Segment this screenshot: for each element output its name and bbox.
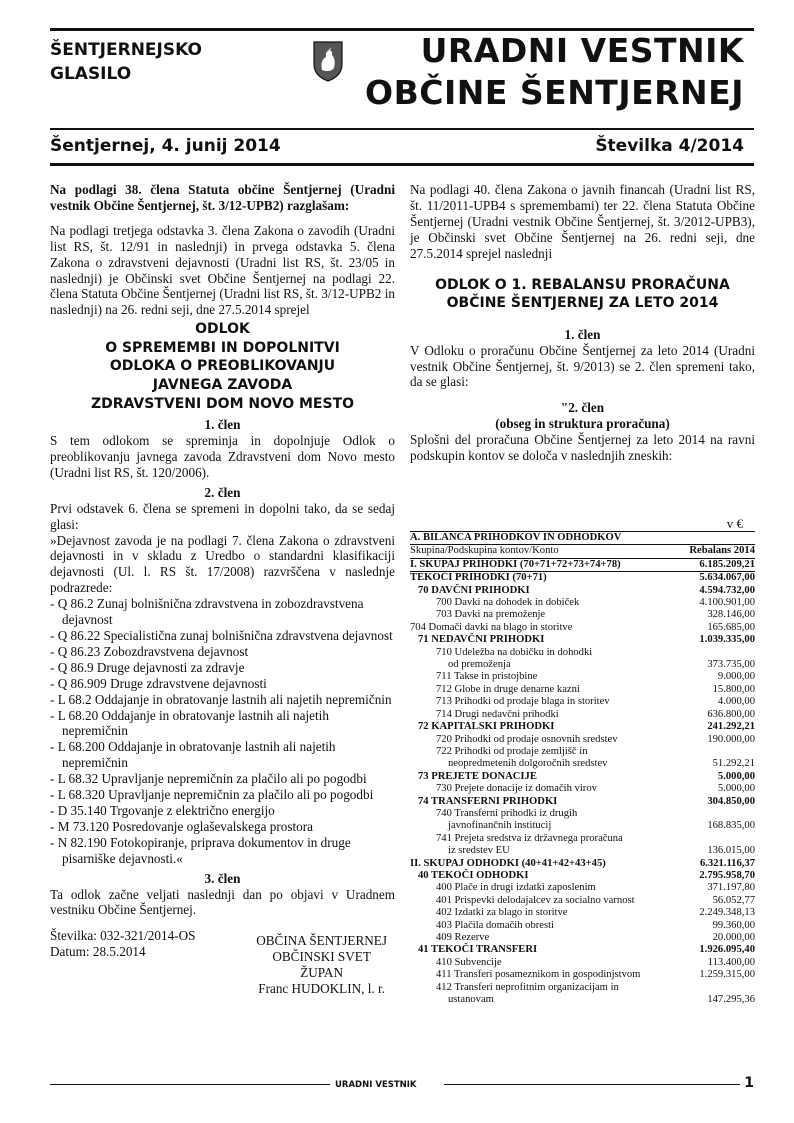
row-label: 722 Prihodki od prodaje zemljišč in <box>436 745 588 757</box>
budget-ordinance-title: ODLOK O 1. REBALANSU PRORAČUNA OBČINE ŠENTJERNEJ ZA LETO 2014 <box>435 276 730 312</box>
right-column <box>410 182 755 464</box>
row-label: 730 Prejete donacije iz domačih virov <box>436 783 597 795</box>
row-label: 411 Transferi posameznikom in gospodinjstvom <box>436 969 641 981</box>
table-row <box>410 771 755 783</box>
article-1-text: S tem odlokom se spreminja in dopolnjuje Odlok o preoblikovanju javnega zavoda Zdravstveni dom Novo mesto (Uradni list RS, št. 120/2006). <box>50 433 395 480</box>
table-row <box>410 647 755 659</box>
list-item: - L 68.200 Oddajanje in obratovanje lastnih ali najetih nepremičnin <box>50 739 336 771</box>
row-label: 740 Transferni prihodki iz drugih <box>436 807 578 819</box>
table-row <box>410 858 755 870</box>
row-value: 136.015,00 <box>707 845 755 857</box>
row-value: 371.197,80 <box>707 882 755 894</box>
table-row <box>410 895 755 907</box>
row-value: 2.795.958,70 <box>699 869 755 881</box>
row-value: 15.800,00 <box>712 683 755 695</box>
row-value: 4.000,00 <box>717 696 755 708</box>
table-body <box>410 559 755 1007</box>
list-item: - M 73.120 Posredovanje oglaševalskega prostora <box>50 818 313 834</box>
currency-label: v € <box>726 516 743 531</box>
row-value: 373.735,00 <box>707 659 755 671</box>
article-2-text: Splošni del proračuna Občine Šentjernej za leto 2014 na ravni podskupin kontov se določa v naslednjih zneskih: <box>410 432 755 464</box>
row-label: 400 Plače in drugi izdatki zaposlenim <box>436 882 596 894</box>
footer-rule <box>444 1084 740 1085</box>
legal-basis-text: Na podlagi 40. člena Zakona o javnih financah (Uradni list RS, št. 11/2011-UPB4 s spremembami) ter 22. člena Statuta Občine Šentjernej (Uradni vestnik Občine Šentjernej, št. 3/2012-UPB3), je Občinski svet Občine Šentjernej na 26. redni seji, dne 27.5.2014 sprejel naslednji <box>410 182 755 261</box>
row-value: 6.185.209,21 <box>699 558 755 570</box>
row-label: 409 Rezerve <box>436 932 490 943</box>
table-row <box>410 882 755 894</box>
row-label: 403 Plačila domačih obresti <box>436 919 554 931</box>
row-value: 5.000,00 <box>717 770 755 782</box>
gazette-subtitle: ŠENTJERNEJSKO GLASILO <box>50 40 202 84</box>
row-label: od premoženja <box>448 659 511 671</box>
article-2-heading: "2. člen <box>560 400 605 416</box>
issue-date: Šentjernej, 4. junij 2014 <box>50 136 281 156</box>
article-3-heading: 3. člen <box>204 870 241 886</box>
row-value: 1.926.095,40 <box>699 944 755 956</box>
gazette-title: URADNI VESTNIK OBČINE ŠENTJERNEJ <box>365 31 744 112</box>
table-row <box>410 870 755 882</box>
coat-of-arms-icon <box>312 40 344 82</box>
row-value: 304.850,00 <box>707 795 755 807</box>
row-label: iz sredstev EU <box>448 845 510 857</box>
row-label: 712 Globe in druge denarne kazni <box>436 683 580 695</box>
footer-label: URADNI VESTNIK <box>335 1080 417 1090</box>
row-label: 72 KAPITALSKI PRIHODKI <box>418 721 555 733</box>
row-value: 1.039.335,00 <box>699 634 755 646</box>
article-3-text: Ta odlok začne veljati naslednji dan po objavi v Uradnem vestniku Občine Šentjernej. <box>50 886 395 918</box>
promulgation-text: Na podlagi 38. člena Statuta občine Šentjernej (Uradni vestnik Občine Šentjernej, št. 3/12-UPB2) razglašam: <box>50 182 395 213</box>
row-label: 741 Prejeta sredstva iz državnega proračuna <box>436 832 623 844</box>
row-label: 41 TEKOČI TRANSFERI <box>418 944 538 956</box>
table-row <box>410 684 755 696</box>
row-value: 241.292,21 <box>707 721 755 733</box>
row-label: 74 TRANSFERNI PRIHODKI <box>418 795 558 807</box>
row-value: 4.100.901,00 <box>699 597 755 609</box>
list-item: - Q 86.909 Druge zdravstvene dejavnosti <box>50 675 267 691</box>
row-value: 56.052,77 <box>712 894 755 906</box>
table-row <box>410 907 755 919</box>
list-item: - L 68.320 Upravljanje nepremičnin za plačilo ali po pogodbi <box>50 787 374 803</box>
table-row <box>410 671 755 683</box>
column-header: Rebalans 2014 <box>689 545 755 557</box>
table-row <box>410 820 755 832</box>
row-label: 73 PREJETE DONACIJE <box>418 770 537 782</box>
row-value: 2.249.348,13 <box>699 907 755 919</box>
list-item: - N 82.190 Fotokopiranje, priprava dokumentov in druge pisarniške dejavnosti.« <box>50 834 351 866</box>
article-2-text: Prvi odstavek 6. člena se spremeni in dopolni tako, da se sedaj glasi: <box>50 500 395 532</box>
legal-basis-text: Na podlagi tretjega odstavka 3. člena Zakona o zavodih (Uradni list RS, št. 12/91 in naslednji) in prvega odstavka 5. člena Zakona o zdravstveni dejavnosti (Uradni list RS, št. 23/05 in naslednji) je Občinski svet Občine Šentjernej na podlagi 22. člena Statuta Občine Šentjernej (Uradni list RS, št. 3/12-UPB2 in naslednji) na 26. redni seji, dne 27.5.2014 sprejel <box>50 222 395 318</box>
row-label: I. SKUPAJ PRIHODKI (70+71+72+73+74+78) <box>410 558 621 570</box>
table-row <box>410 957 755 969</box>
row-value: 5.000,00 <box>717 783 755 795</box>
row-value: 5.634.067,00 <box>699 572 755 584</box>
row-value: 51.292,21 <box>712 758 755 770</box>
list-item: - Q 86.23 Zobozdravstvena dejavnost <box>50 643 249 659</box>
table-row <box>410 982 755 994</box>
table-row <box>410 709 755 721</box>
row-label: 714 Drugi nedavčni prihodki <box>436 708 559 720</box>
table-row <box>410 609 755 621</box>
row-value: 6.321.116,37 <box>699 857 755 869</box>
table-row <box>410 659 755 671</box>
row-label: 410 Subvencije <box>436 956 502 968</box>
row-label: 703 Davki na premoženje <box>436 609 546 621</box>
row-value: 1.259.315,00 <box>699 969 755 981</box>
footer-rule <box>50 1084 330 1085</box>
table-row <box>410 597 755 609</box>
row-label: 700 Davki na dohodek in dobiček <box>436 597 580 609</box>
row-label: 720 Prihodki od prodaje osnovnih sredstev <box>436 733 618 745</box>
row-label: 70 DAVČNI PRIHODKI <box>418 584 530 596</box>
activity-list <box>50 596 395 866</box>
row-label: 713 Prihodki od prodaje blaga in storitev <box>436 696 610 708</box>
row-label: 71 NEDAVČNI PRIHODKI <box>418 634 545 646</box>
page-number: 1 <box>744 1075 754 1091</box>
row-value: 636.800,00 <box>707 708 755 720</box>
signatory: OBČINA ŠENTJERNEJ OBČINSKI SVET ŽUPAN Franc HUDOKLIN, l. r. <box>256 933 387 997</box>
row-label: 401 Prispevki delodajalcev za socialno varnost <box>436 894 635 906</box>
table-row <box>410 746 755 758</box>
article-2-subtitle: (obseg in struktura proračuna) <box>495 416 670 432</box>
table-row <box>410 969 755 981</box>
table-row <box>410 734 755 746</box>
row-value: 147.295,36 <box>707 994 755 1006</box>
table-row <box>410 559 755 572</box>
budget-table <box>410 517 755 1006</box>
table-header <box>410 531 755 559</box>
row-label: javnofinančnih institucij <box>448 820 552 832</box>
article-1-heading: 1. člen <box>564 326 601 342</box>
row-value: 113.400,00 <box>707 956 755 968</box>
article-1-heading: 1. člen <box>204 417 241 433</box>
table-row <box>410 696 755 708</box>
list-item: - Q 86.9 Druge dejavnosti za zdravje <box>50 659 245 675</box>
row-label: 710 Udeležba na dobičku in dohodki <box>436 646 593 658</box>
header-rule <box>50 128 754 130</box>
column-header: Skupina/Podskupina kontov/Konto <box>410 545 559 557</box>
row-label: 704 Domači davki na blago in storitve <box>410 621 573 633</box>
table-row <box>410 634 755 646</box>
table-row <box>410 994 755 1006</box>
table-row <box>410 758 755 770</box>
table-row <box>410 833 755 845</box>
row-label: 412 Transferi neprofitnim organizacijam in <box>436 981 619 993</box>
row-value: 328.146,00 <box>707 609 755 621</box>
table-row <box>410 808 755 820</box>
ordinance-title: ODLOK O SPREMEMBI IN DOPOLNITVI ODLOKA O PREOBLIKOVANJU JAVNEGA ZAVODA ZDRAVSTVENI DOM NOVO MESTO <box>90 321 355 412</box>
row-label: 40 TEKOČI ODHODKI <box>418 869 529 881</box>
row-value: 9.000,00 <box>717 671 755 683</box>
table-row <box>410 796 755 808</box>
row-value: 165.685,00 <box>707 621 755 633</box>
table-row <box>410 845 755 857</box>
signature-block <box>50 928 395 997</box>
row-label: 402 Izdatki za blago in storitve <box>436 907 568 919</box>
table-row <box>410 932 755 944</box>
row-value: 20.000,00 <box>712 932 755 943</box>
issue-number: Številka 4/2014 <box>595 136 744 156</box>
list-item: - L 68.20 Oddajanje in obratovanje lastnih ali najetih nepremičnin <box>50 707 329 739</box>
row-value: 168.835,00 <box>707 820 755 832</box>
table-row <box>410 572 755 584</box>
table-row <box>410 944 755 956</box>
table-row <box>410 585 755 597</box>
list-item: - L 68.2 Oddajanje in obratovanje lastnih ali najetih nepremičnin <box>50 691 392 707</box>
row-label: II. SKUPAJ ODHODKI (40+41+42+43+45) <box>410 857 606 869</box>
row-label: neopredmetenih dolgoročnih sredstev <box>448 758 608 770</box>
table-title: A. BILANCA PRIHODKOV IN ODHODKOV <box>410 532 622 543</box>
article-2-quote: »Dejavnost zavoda je na podlagi 7. člena Zakona o zdravstveni dejavnosti in v skladu z Uredbo o standardni klasifikaciji dejavnosti (Ul. l. RS št. 17/2008) razvrščena v naslednje podrazrede: <box>50 532 395 596</box>
row-value: 99.360,00 <box>712 919 755 931</box>
table-row <box>410 783 755 795</box>
table-row <box>410 920 755 932</box>
row-label: TEKOČI PRIHODKI (70+71) <box>410 572 547 584</box>
article-1-text: V Odloku o proračunu Občine Šentjernej za leto 2014 (Uradni vestnik Občine Šentjernej, št. 9/2013) se 2. člen spremeni tako, da se glasi: <box>410 342 755 390</box>
row-value: 4.594.732,00 <box>699 584 755 596</box>
document-reference: Številka: 032-321/2014-OS Datum: 28.5.2014 <box>50 928 196 960</box>
row-label: 711 Takse in pristojbine <box>436 671 538 683</box>
row-value: 190.000,00 <box>707 733 755 745</box>
left-column <box>50 182 395 997</box>
list-item: - L 68.32 Upravljanje nepremičnin za plačilo ali po pogodbi <box>50 771 367 787</box>
list-item: - D 35.140 Trgovanje z električno energijo <box>50 802 275 818</box>
list-item: - Q 86.22 Specialistična zunaj bolnišnična zdravstvena dejavnost <box>50 628 393 643</box>
row-label: ustanovam <box>448 994 494 1006</box>
table-row <box>410 622 755 634</box>
table-row <box>410 721 755 733</box>
list-item: - Q 86.2 Zunaj bolnišnična zdravstvena in zobozdravstvena dejavnost <box>50 596 364 628</box>
date-rule <box>50 163 754 166</box>
article-2-heading: 2. člen <box>204 484 241 500</box>
